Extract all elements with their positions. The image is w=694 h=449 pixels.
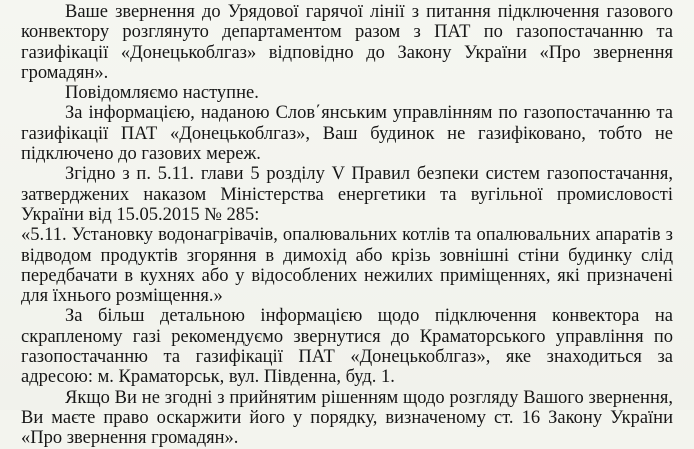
paragraph-house-not-gasified: За інформацією, наданою Слов΄янським управлінням по газопостачанню та газифікації ПАТ «Донецькоблгаз», Ваш будинок не газифіковано, тобто не підключено до газових мереж. [21,103,673,165]
paragraph-rule-quote: «5.11. Установку водонагрівачів, опалювальних котлів та опалювальних апаратів з відводом продуктів згоряння в димохід або крізь зовнішні стіни будинку слід передбачати в кухнях або у відособлених нежилих приміщеннях, які призначені для їхнього розміщення.» [21,225,673,307]
paragraph-appeal-rights: Якщо Ви не згодні з прийнятим рішенням щодо розгляду Вашого звернення, Ви маєте право оскаржити його у порядку, визначеному ст. 16 Закону України «Про звернення громадян». [21,387,673,449]
paragraph-we-inform: Повідомляємо наступне. [65,83,259,104]
paragraph-appeal-reviewed: Ваше звернення до Урядової гарячої лінії з питання підключення газового конвектору розглянуто департаментом разом з ПАТ по газопостачанню та газифікації «Донецькоблгаз» відповідно до Закону України «Про звернення громадян». [21,2,673,83]
letter-body [21,2,673,449]
paragraph-kramatorsk-contact: За більш детальною інформацією щодо підключення конвектора на скрапленому газі рекомендуємо звернутися до Краматорського управління по газопостачанню та газифікації ПАТ «Донецькоблгаз», яке знаходиться за адресою: м. Краматорськ, вул. Південна, буд. 1. [21,306,673,388]
paragraph-safety-rules-reference: Згідно з п. 5.11. глави 5 розділу V Правил безпеки систем газопостачання, затверджених наказом Міністерства енергетики та вугільної промисловості України від 15.05.2015 № 285: [21,164,673,225]
